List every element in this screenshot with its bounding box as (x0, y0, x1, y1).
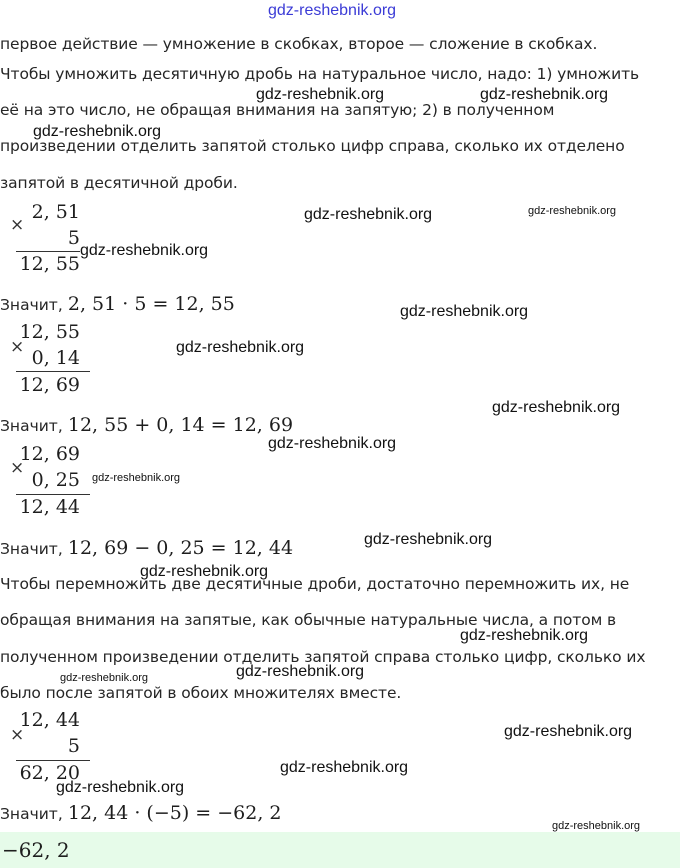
column-bottom-number: 5 (67, 227, 80, 249)
column-top-number: 12, 44 (19, 709, 80, 731)
conclusion-line-1 (0, 293, 235, 315)
watermark: gdz-reshebnik.org (552, 820, 641, 832)
answer-panel (0, 832, 680, 868)
equation: 12, 69 − 0, 25 = 12, 44 (67, 537, 294, 559)
multiply-sign: × (10, 337, 25, 357)
column-result: 12, 44 (19, 496, 80, 518)
paragraph-rule-line: было после запятой в обоих множителях вместе. (0, 684, 402, 702)
watermark: gdz-reshebnik.org (176, 339, 305, 356)
paragraph-rule-line: Чтобы перемножить две десятичные дроби, достаточно перемножить их, не (0, 575, 630, 593)
conclusion-line-3 (0, 537, 293, 559)
answer-value: −62, 2 (2, 838, 70, 862)
column-bottom-number: 5 (67, 735, 80, 757)
multiply-sign: × (10, 215, 25, 235)
watermark: gdz-reshebnik.org (280, 759, 409, 776)
paragraph-rule-line: Чтобы умножить десятичную дробь на натуральное число, надо: 1) умножить (0, 65, 640, 83)
equation: 12, 55 + 0, 14 = 12, 69 (67, 414, 294, 436)
column-top-number: 12, 69 (19, 443, 80, 465)
equation: 12, 44 · (−5) = −62, 2 (67, 802, 282, 824)
watermark: gdz-reshebnik.org (528, 205, 617, 217)
watermark: gdz-reshebnik.org (56, 779, 185, 796)
watermark: gdz-reshebnik.org (60, 672, 149, 684)
paragraph-rule-line: обращая внимания на запятые, как обычные натуральные числа, а потом в (0, 611, 617, 629)
watermark: gdz-reshebnik.org (140, 563, 269, 580)
paragraph-order-of-operations: первое действие — умножение в скобках, второе — сложение в скобках. (0, 35, 598, 53)
conclusion-line-4 (0, 802, 282, 824)
watermark: gdz-reshebnik.org (80, 242, 209, 259)
column-result: 62, 20 (19, 762, 80, 784)
paragraph-rule-line: произведении отделить запятой столько цифр справа, сколько их отделено (0, 137, 625, 155)
watermark: gdz-reshebnik.org (492, 399, 621, 416)
column-divider (16, 760, 90, 761)
column-top-number: 12, 55 (19, 321, 80, 343)
watermark: gdz-reshebnik.org (480, 86, 609, 103)
watermark: gdz-reshebnik.org (92, 472, 181, 484)
watermark: gdz-reshebnik.org (268, 435, 397, 452)
conclusion-word: Значит, (0, 417, 63, 435)
column-result: 12, 55 (19, 253, 80, 275)
column-top-number: 2, 51 (31, 201, 80, 223)
conclusion-word: Значит, (0, 540, 63, 558)
column-result: 12, 69 (19, 374, 80, 396)
watermark: gdz-reshebnik.org (304, 206, 433, 223)
watermark: gdz-reshebnik.org (460, 627, 589, 644)
conclusion-word: Значит, (0, 296, 63, 314)
conclusion-line-2 (0, 414, 293, 436)
equation: 2, 51 · 5 = 12, 55 (67, 293, 235, 315)
watermark: gdz-reshebnik.org (504, 723, 633, 740)
multiply-sign: × (10, 725, 25, 745)
watermark-top: gdz-reshebnik.org (268, 2, 397, 19)
conclusion-word: Значит, (0, 805, 63, 823)
watermark: gdz-reshebnik.org (33, 123, 162, 140)
watermark: gdz-reshebnik.org (236, 663, 365, 680)
paragraph-rule-line: её на это число, не обращая внимания на запятую; 2) в полученном (0, 101, 555, 119)
column-bottom-number: 0, 25 (31, 469, 80, 491)
column-divider (16, 251, 80, 252)
column-divider (16, 494, 90, 495)
paragraph-rule-line: полученном произведении отделить запятой справа столько цифр, сколько их (0, 648, 646, 666)
multiply-sign: × (10, 458, 25, 478)
watermark: gdz-reshebnik.org (400, 303, 529, 320)
column-bottom-number: 0, 14 (31, 347, 80, 369)
paragraph-rule-line: запятой в десятичной дроби. (0, 174, 238, 192)
watermark: gdz-reshebnik.org (364, 531, 493, 548)
watermark: gdz-reshebnik.org (256, 86, 385, 103)
column-divider (16, 371, 90, 372)
